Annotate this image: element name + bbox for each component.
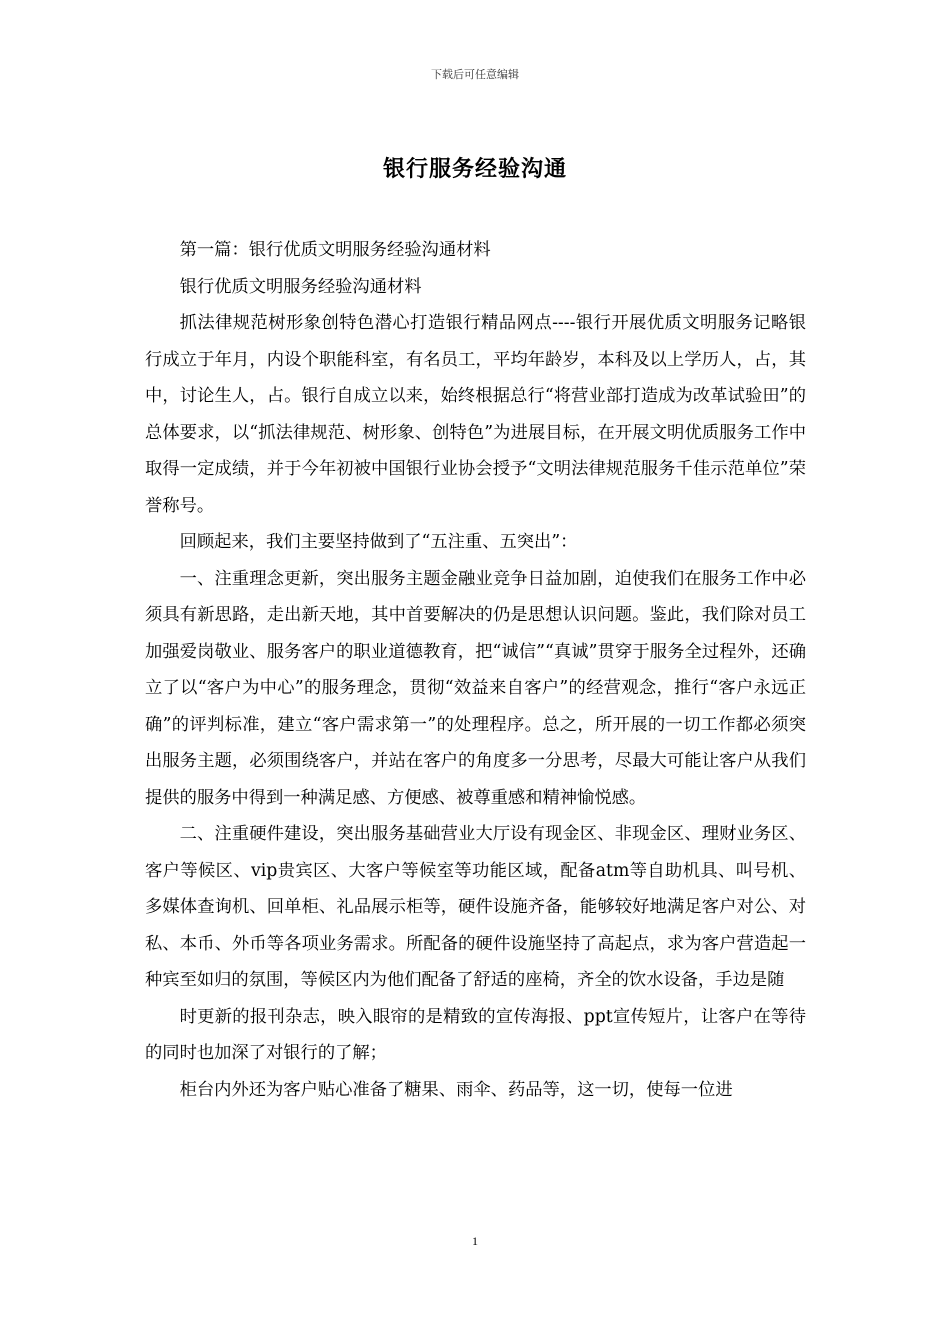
paragraph: 一、注重理念更新，突出服务主题金融业竞争日益加剧，迫使我们在服务工作中必须具有新思路，走出新天地，其中首要解决的仍是思想认识问题。鉴此，我们除对员工加强爱岗敬业、服务客户的职业道德教育，把“诚信”“真诚”贯穿于服务全过程外，还确立了以“客户为中心”的服务理念，贯彻“效益来自客户”的经营观念，推行“客户永远正确”的评判标准，建立“客户需求第一”的处理程序。总之，所开展的一切工作都必须突出服务主题，必须围绕客户，并站在客户的角度多一分思考，尽最大可能让客户从我们提供的服务中得到一种满足感、方便感、被尊重感和精神愉悦感。 [145, 568, 806, 808]
paragraph: 柜台内外还为客户贴心准备了糖果、雨伞、药品等，这一切，使每一位进 [179, 1079, 733, 1100]
page-number: 1 [472, 1234, 478, 1248]
document-body [145, 232, 806, 1108]
paragraph-section-heading: 第一篇：银行优质文明服务经验沟通材料 [179, 240, 491, 260]
paragraph: 回顾起来，我们主要坚持做到了“五注重、五突出”： [179, 532, 578, 552]
paragraph-subheading: 银行优质文明服务经验沟通材料 [179, 276, 422, 297]
paragraph: 抓法律规范树形象创特色潜心打造银行精品网点----银行开展优质文明服务记略银行成立于年月，内设个职能科室，有名员工，平均年龄岁，本科及以上学历人，占，其中，讨论生人，占。银行自成立以来，始终根据总行“将营业部打造成为改革试验田”的总体要求，以“抓法律规范、树形象、创特色”为进展目标，在开展文明优质服务工作中取得一定成绩，并于今年初被中国银行业协会授予“文明法律规范服务千佳示范单位”荣誉称号。 [145, 313, 806, 516]
paragraph: 时更新的报刊杂志，映入眼帘的是精致的宣传海报、ppt宣传短片，让客户在等待的同时也加深了对银行的了解； [145, 1006, 806, 1063]
header-note: 下载后可任意编辑 [431, 68, 519, 81]
paragraph: 二、注重硬件建设，突出服务基础营业大厅设有现金区、非现金区、理财业务区、客户等候区、vip贵宾区、大客户等候室等功能区域，配备atm等自助机具、叫号机、多媒体查询机、回单柜、礼品展示柜等，硬件设施齐备，能够较好地满足客户对公、对私、本币、外币等各项业务需求。所配备的硬件设施坚持了高起点，求为客户营造起一种宾至如归的氛围，等候区内为他们配备了舒适的座椅，齐全的饮水设备，手边是随 [145, 824, 806, 990]
document-title: 银行服务经验沟通 [382, 157, 567, 182]
